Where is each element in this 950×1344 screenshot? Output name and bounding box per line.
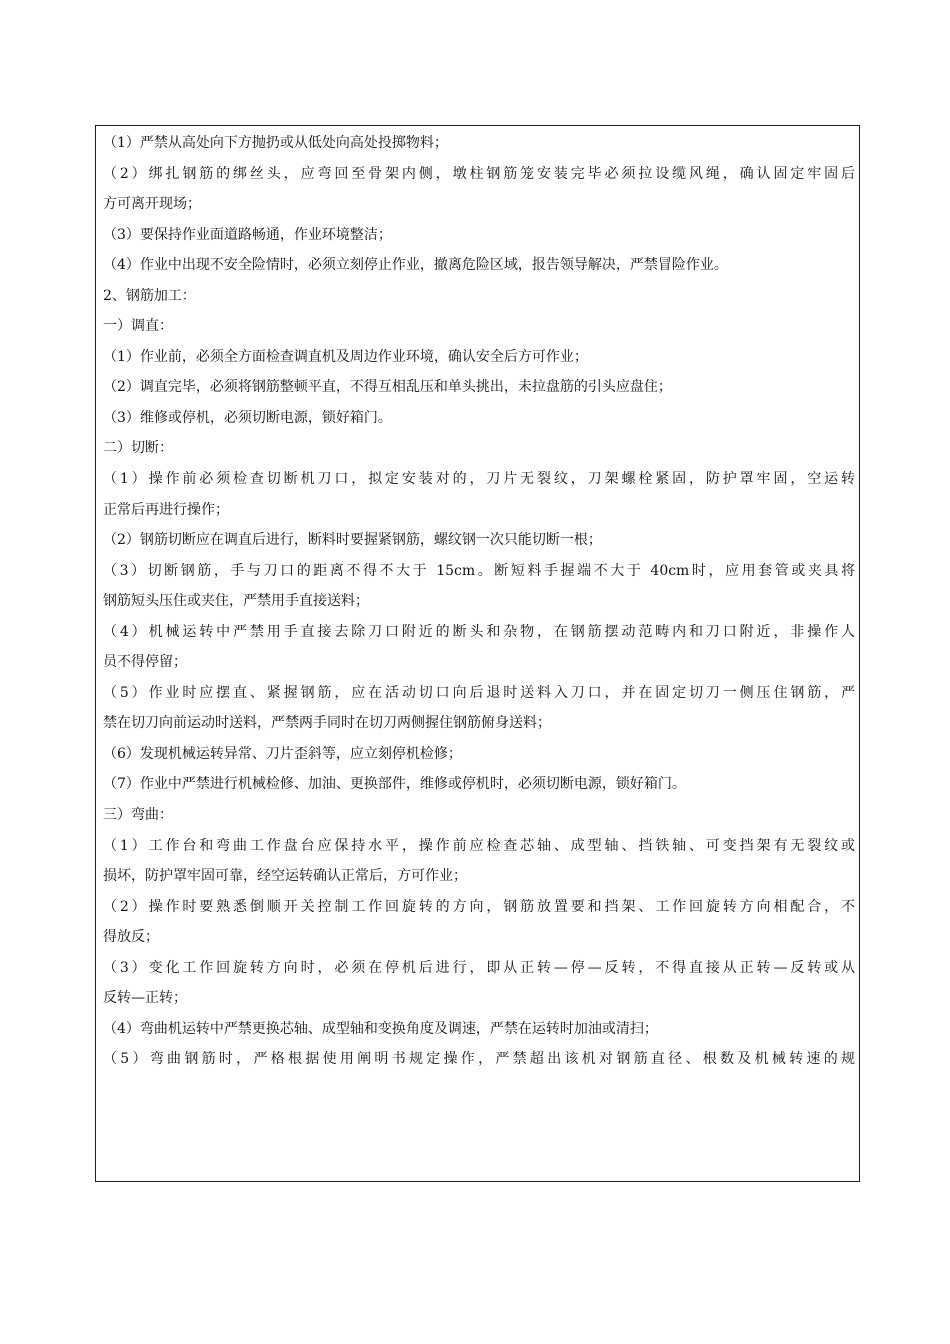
text-line: （1）操作前必须检查切断机刀口，拟定安装对的，刀片无裂纹，刀架螺栓紧固，防护罩牢固，空运转: [103, 471, 855, 488]
text-line: （5）弯曲钢筋时，严格根据使用阐明书规定操作，严禁超出该机对钢筋直径、根数及机械转速的规: [103, 1051, 855, 1068]
text-line: （2）操作时要熟悉倒顺开关控制工作回旋转的方向，钢筋放置要和挡架、工作回旋转方向相配合，不: [103, 898, 855, 915]
text-line: （3）变化工作回旋转方向时，必须在停机后进行，即从正转—停—反转，不得直接从正转—反转或从: [103, 959, 855, 976]
text-line: 反转—正转；: [103, 990, 187, 1007]
text-line: （4）机械运转中严禁用手直接去除刀口附近的断头和杂物，在钢筋摆动范畴内和刀口附近，非操作人: [103, 623, 855, 640]
section-heading: 2、钢筋加工：: [103, 287, 196, 304]
text-line: （2）绑扎钢筋的绑丝头，应弯回至骨架内侧，墩柱钢筋笼安装完毕必须拉设缆风绳，确认固定牢固后: [103, 165, 855, 182]
text-line: 禁在切刀向前运动时送料，严禁两手同时在切刀两侧握住钢筋俯身送料；: [103, 715, 551, 732]
text-line: （3）切断钢筋，手与刀口的距离不得不大于 15cm。断短料手握端不大于 40cm时，应用套管或夹具将: [103, 562, 855, 579]
text-line: （4）作业中出现不安全险情时，必须立刻停止作业，撤离危险区域，报告领导解决，严禁冒险作业。: [103, 257, 728, 274]
text-line: （2）调直完毕，必须将钢筋整顿平直，不得互相乱压和单头挑出，未拉盘筋的引头应盘住；: [103, 379, 672, 396]
text-line: 损坏，防护罩牢固可靠，经空运转确认正常后，方可作业；: [103, 868, 467, 885]
text-line: （3）要保持作业面道路畅通，作业环境整洁；: [103, 226, 392, 243]
text-line: （6）发现机械运转异常、刀片歪斜等，应立刻停机检修；: [103, 745, 462, 762]
text-line: （2）钢筋切断应在调直后进行，断料时要握紧钢筋，螺纹钢一次只能切断一根；: [103, 532, 602, 549]
text-line: 正常后再进行操作；: [103, 501, 229, 518]
text-line: （1）作业前，必须全方面检查调直机及周边作业环境，确认安全后方可作业；: [103, 348, 588, 365]
text-line: （4）弯曲机运转中严禁更换芯轴、成型轴和变换角度及调速，严禁在运转时加油或清扫；: [103, 1020, 658, 1037]
subsection-heading: 二）切断：: [103, 440, 173, 457]
text-line: 方可离开现场；: [103, 196, 201, 213]
subsection-heading: 三）弯曲：: [103, 807, 173, 824]
text-line: （1）严禁从高处向下方抛扔或从低处向高处投掷物料；: [103, 135, 448, 151]
document-frame: [95, 125, 860, 1182]
text-line: （7）作业中严禁进行机械检修、加油、更换部件，维修或停机时，必须切断电源，锁好箱门。: [103, 776, 686, 793]
text-line: 钢筋短头压住或夹住，严禁用手直接送料；: [103, 593, 369, 610]
text-line: 得放反；: [103, 929, 159, 946]
document-body: [103, 128, 855, 1075]
subsection-heading: 一）调直：: [103, 318, 173, 335]
text-line: 员不得停留；: [103, 654, 187, 671]
text-line: （3）维修或停机，必须切断电源，锁好箱门。: [103, 409, 392, 426]
text-line: （1）工作台和弯曲工作盘台应保持水平，操作前应检查芯轴、成型轴、挡铁轴、可变挡架有无裂纹或: [103, 837, 855, 854]
text-line: （5）作业时应摆直、紧握钢筋，应在活动切口向后退时送料入刀口，并在固定切刀一侧压住钢筋，严: [103, 684, 855, 701]
